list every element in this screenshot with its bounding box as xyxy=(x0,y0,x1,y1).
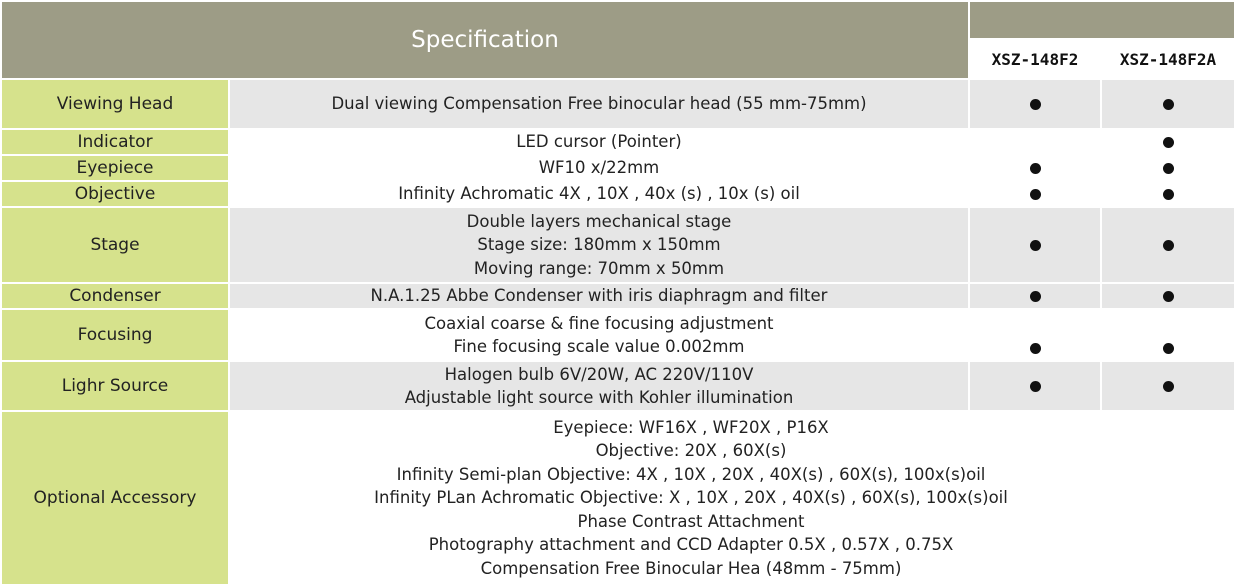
row-description-cell xyxy=(230,80,968,128)
description-line: LED cursor (Pointer) xyxy=(516,132,682,152)
row-label-cell xyxy=(2,130,228,154)
row-label: Objective xyxy=(74,184,156,204)
spec-table xyxy=(2,2,1234,584)
xsz-148f2a-cell xyxy=(1102,182,1234,206)
row-label: Condenser xyxy=(69,286,161,306)
xsz-148f2a-cell xyxy=(1102,80,1234,128)
row-label: Lighr Source xyxy=(61,376,169,396)
xsz-148f2a-cell xyxy=(1102,156,1234,180)
xsz-148f2-cell xyxy=(970,208,1100,282)
description-line: Objective: 20X , 60X(s) xyxy=(595,441,787,461)
row-label: Focusing xyxy=(77,325,153,345)
description-line: Fine focusing scale value 0.002mm xyxy=(453,337,745,356)
row-label: Stage xyxy=(90,235,140,255)
description-line: Dual viewing Compensation Free binocular head (55 mm-75mm) xyxy=(331,94,867,114)
description-line: Infinity PLan Achromatic Objective: X , 10X , 20X , 40X(s) , 60X(s), 100x(s)oil xyxy=(374,488,1008,508)
included-dot-icon xyxy=(1163,163,1174,174)
included-dot-icon xyxy=(1163,189,1174,200)
description-line: Halogen bulb 6V/20W, AC 220V/110V xyxy=(444,364,754,384)
description-line: Stage size: 180mm x 150mm xyxy=(477,235,721,255)
row-description-cell xyxy=(230,284,968,308)
model-header-xsz-148f2 xyxy=(970,40,1100,78)
description-line: Infinity Achromatic 4X , 10X , 40x (s) , 10x (s) oil xyxy=(398,184,800,204)
description-line: Infinity Semi-plan Objective: 4X , 10X , 20X , 40X(s) , 60X(s), 100x(s)oil xyxy=(396,464,986,484)
description-line: Coaxial coarse & fine focusing adjustment xyxy=(424,313,774,333)
description-line: Photography attachment and CCD Adapter 0.5X , 0.57X , 0.75X xyxy=(428,535,954,555)
row-description-cell xyxy=(230,130,968,154)
row-description-cell xyxy=(230,310,968,360)
row-label-cell xyxy=(2,182,228,206)
models-header-band xyxy=(970,2,1234,38)
row-label-cell xyxy=(2,310,228,360)
row-label: Optional Accessory xyxy=(33,488,197,508)
model-header-xsz-148f2a xyxy=(1102,40,1234,78)
xsz-148f2-cell xyxy=(970,362,1100,410)
xsz-148f2a-cell xyxy=(1102,208,1234,282)
spec-header xyxy=(2,2,968,78)
model-name: XSZ-148F2A xyxy=(1119,49,1217,69)
included-dot-icon xyxy=(1163,99,1174,110)
included-dot-icon xyxy=(1030,343,1041,354)
row-label-cell xyxy=(2,284,228,308)
included-dot-icon xyxy=(1030,189,1041,200)
included-dot-icon xyxy=(1163,240,1174,251)
xsz-148f2-cell xyxy=(970,80,1100,128)
description-line: Compensation Free Binocular Hea (48mm - 75mm) xyxy=(480,558,902,578)
xsz-148f2-cell xyxy=(970,182,1100,206)
description-line: Moving range: 70mm x 50mm xyxy=(473,258,725,278)
included-dot-icon xyxy=(1030,240,1041,251)
row-label: Eyepiece xyxy=(76,158,154,178)
description-line: Double layers mechanical stage xyxy=(466,211,732,231)
row-description-cell xyxy=(230,156,968,180)
row-description-cell xyxy=(230,208,968,282)
description-line: Adjustable light source with Kohler illumination xyxy=(404,388,794,407)
model-name: XSZ-148F2 xyxy=(991,49,1079,69)
included-dot-icon xyxy=(1030,381,1041,392)
xsz-148f2-cell xyxy=(970,156,1100,180)
row-description-cell xyxy=(230,362,968,410)
xsz-148f2-cell xyxy=(970,284,1100,308)
row-label-cell xyxy=(2,208,228,282)
xsz-148f2-cell xyxy=(970,130,1100,154)
row-label-cell xyxy=(2,80,228,128)
row-description-cell xyxy=(230,182,968,206)
description-line: WF10 x/22mm xyxy=(538,158,660,178)
xsz-148f2-cell xyxy=(970,310,1100,360)
xsz-148f2a-cell xyxy=(1102,362,1234,410)
description-line: N.A.1.25 Abbe Condenser with iris diaphragm and filter xyxy=(370,286,828,306)
row-label: Viewing Head xyxy=(56,94,174,114)
description-line: Eyepiece: WF16X , WF20X , P16X xyxy=(553,417,829,437)
included-dot-icon xyxy=(1163,137,1174,148)
row-description-cell xyxy=(230,412,1234,584)
spec-title: Specification xyxy=(411,27,559,53)
row-label-cell xyxy=(2,412,228,584)
included-dot-icon xyxy=(1163,381,1174,392)
included-dot-icon xyxy=(1030,99,1041,110)
row-label: Indicator xyxy=(77,132,153,152)
row-label-cell xyxy=(2,362,228,410)
row-label-cell xyxy=(2,156,228,180)
description-line: Phase Contrast Attachment xyxy=(577,511,805,531)
xsz-148f2a-cell xyxy=(1102,284,1234,308)
xsz-148f2a-cell xyxy=(1102,130,1234,154)
included-dot-icon xyxy=(1163,291,1174,302)
included-dot-icon xyxy=(1030,163,1041,174)
included-dot-icon xyxy=(1030,291,1041,302)
included-dot-icon xyxy=(1163,343,1174,354)
xsz-148f2a-cell xyxy=(1102,310,1234,360)
